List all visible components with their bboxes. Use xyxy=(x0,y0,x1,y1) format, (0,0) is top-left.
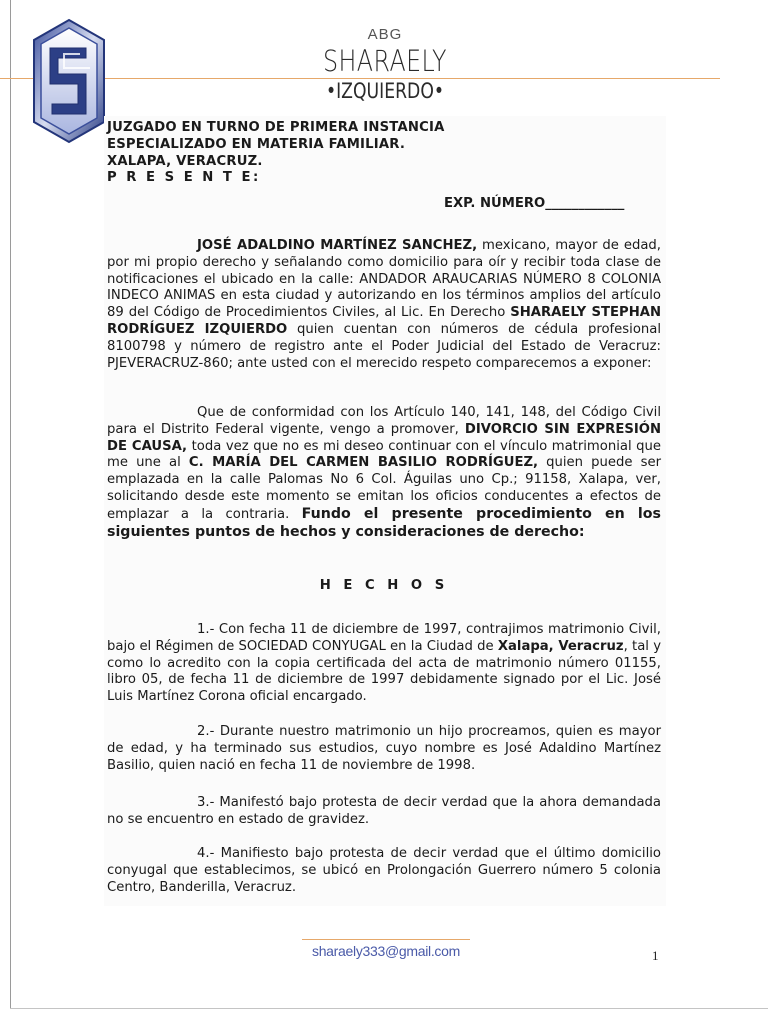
intro-paragraph xyxy=(107,238,661,372)
hecho-3-text: 3.- Manifestó bajo protesta de decir verdad que la ahora demandada no se encuentro en estado de gravidez. xyxy=(107,795,661,827)
page-edge-bottom xyxy=(10,1008,768,1009)
plaintiff-name: JOSÉ ADALDINO MARTÍNEZ SANCHEZ, xyxy=(197,238,478,253)
petition-text-2: toda vez que no es mi deseo continuar con el vínculo matrimonial que me une al xyxy=(107,438,661,471)
footer-divider xyxy=(302,939,470,940)
firm-logo-icon xyxy=(32,18,106,144)
lawyer-name: SHARAELY STEPHAN RODRÍGUEZ IZQUIERDO xyxy=(107,305,661,337)
hecho-2-text: 2.- Durante nuestro matrimonio un hijo procreamos, quien es mayor de edad, y ha terminado sus estudios, cuyo nombre es José Adaldino Martínez Basilio, quien nació en fecha 11 de noviembre de 1998. xyxy=(107,724,661,773)
hecho-2 xyxy=(107,724,661,774)
intro-text-2: quien cuentan con números de cédula profesional 8100798 y número de registro ante el Poder Judicial del Estado de Veracruz: PJEVERACRUZ-860; ante usted con el merecido respeto comparecemos a exponer: xyxy=(107,321,661,371)
page-edge xyxy=(10,0,11,1008)
petition-bold-3: Fundo el presente procedimiento en los siguientes puntos de hechos y consideraciones de derecho: xyxy=(107,505,661,540)
addressee-line-2: ESPECIALIZADO EN MATERIA FAMILIAR. xyxy=(107,136,406,152)
letterhead-prefix: ABG xyxy=(367,26,403,43)
hecho-4-text: 4.- Manifiesto bajo protesta de decir verdad que el último domicilio conyugal que establecimos, se ubicó en Prolongación Guerrero número 5 colonia Centro, Banderilla, Veracruz. xyxy=(107,846,661,895)
hecho-1-text-1: 1.- Con fecha 11 de diciembre de 1997, contrajimos matrimonio Civil, bajo el Régimen de SOCIEDAD CONYUGAL en la Ciudad de xyxy=(107,622,661,654)
expediente-number: EXP. NÚMERO____________ xyxy=(444,196,625,211)
letterhead xyxy=(260,26,510,104)
petition-text-3: quien puede ser emplazada en la calle Palomas No 6 Col. Águilas uno Cp.; 91158, Xalapa, ver, solicitando desde este momento se emitan los oficios conducentes a efectos de emplazar a la contraria. xyxy=(107,455,661,522)
hecho-1 xyxy=(107,622,661,706)
addressee-block xyxy=(107,120,661,187)
letterhead-name: SHARAELY xyxy=(323,44,447,78)
page-number: 1 xyxy=(652,948,659,963)
addressee-line-3: XALAPA, VERACRUZ. xyxy=(107,153,263,169)
hechos-heading: H E C H O S xyxy=(319,578,449,593)
intro-text-1: mexicano, mayor de edad, por mi propio derecho y señalando como domicilio para oír y recibir toda clase de notificaciones el ubicado en la calle: ANDADOR ARAUCARIAS NÚMERO 8 COLONIA INDECO ANIMAS en esta ciudad y autorizando en los términos amplios del artículo 89 del Código de Procedimientos Civiles, al Lic. En Derecho xyxy=(107,238,661,321)
hecho-4 xyxy=(107,846,661,896)
letterhead-surname: •IZQUIERDO• xyxy=(325,79,445,103)
petition-paragraph xyxy=(107,405,661,541)
hecho-1-bold: Xalapa, Veracruz xyxy=(497,638,624,654)
petition-bold-2: C. MARÍA DEL CARMEN BASILIO RODRÍGUEZ, xyxy=(188,455,539,471)
hecho-1-text-2: , tal y como lo acredito con la copia certificada del acta de matrimonio número 01155, libro 05, de fecha 11 de diciembre de 1997 debidamente signado por el Lic. José Luis Martínez Corona oficial encargado. xyxy=(107,638,662,705)
petition-text-1: Que de conformidad con los Artículo 140, 141, 148, del Código Civil para el Distrito Federal vigente, vengo a promover, xyxy=(107,405,661,437)
petition-bold-1: DIVORCIO SIN EXPRESIÓN DE CAUSA, xyxy=(107,421,661,454)
hecho-3 xyxy=(107,795,661,829)
addressee-line-1: JUZGADO EN TURNO DE PRIMERA INSTANCIA xyxy=(107,120,445,135)
footer-email: sharaely333@gmail.com xyxy=(312,943,460,959)
addressee-line-4: P R E S E N T E: xyxy=(107,170,261,186)
